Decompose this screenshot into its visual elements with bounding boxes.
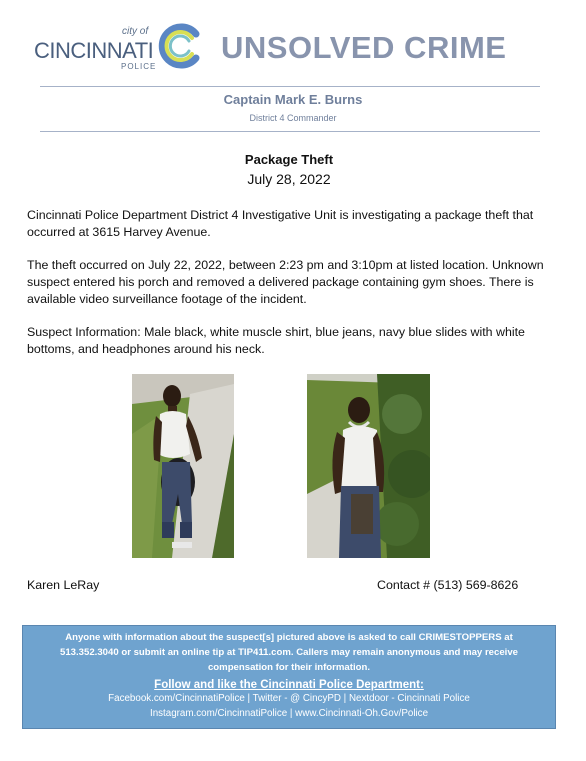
cincinnati-police-logo [34, 22, 204, 76]
logo-name-text: CINCINNATI [34, 38, 154, 63]
divider-bottom [40, 131, 540, 132]
divider-top [40, 86, 540, 87]
paragraph-incident: The theft occurred on July 22, 2022, between 2:23 pm and 3:10pm at listed location. Unknown suspect entered his porch and removed a delivered package containing gym shoes. There is available video surveillance footage of the incident. [27, 258, 544, 306]
page-headline: UNSOLVED CRIME [221, 30, 507, 65]
footer-tip-text: Anyone with information about the suspect[s] pictured above is asked to call CRIMESTOPPERS at 513.352.3040 or submit an online tip at TIP411.com. Callers may remain anonymous and may receive compensation for their information. [59, 632, 519, 673]
investigator-name: Karen LeRay [27, 578, 100, 592]
crimestoppers-footer [22, 625, 556, 729]
contact-number: Contact # (513) 569-8626 [377, 578, 519, 592]
captain-name: Captain Mark E. Burns [223, 92, 363, 107]
notice-date: July 28, 2022 [247, 171, 331, 187]
logo-c-emblem-icon [156, 22, 204, 70]
surveillance-photo-1 [132, 374, 234, 558]
paragraph-investigation: Cincinnati Police Department District 4 Investigative Unit is investigating a package theft that occurred at 3615 Harvey Avenue. [27, 208, 534, 239]
logo-police-text: POLICE [121, 62, 157, 71]
footer-follow-heading: Follow and like the Cincinnati Police Department: [154, 679, 424, 691]
footer-social-links-1: Facebook.com/CincinnatiPolice | Twitter - @ CincyPD | Nextdoor - Cincinnati Police [108, 693, 470, 704]
commander-title: District 4 Commander [249, 113, 337, 123]
paragraph-suspect-info: Suspect Information: Male black, white muscle shirt, blue jeans, navy blue slides with white bottoms, and headphones around his neck. [27, 325, 525, 356]
surveillance-photo-2 [307, 374, 430, 558]
notice-title: Package Theft [244, 152, 334, 167]
logo-city-text: city of [122, 26, 149, 37]
footer-social-links-2: Instagram.com/CincinnatiPolice | www.Cincinnati-Oh.Gov/Police [149, 708, 429, 719]
